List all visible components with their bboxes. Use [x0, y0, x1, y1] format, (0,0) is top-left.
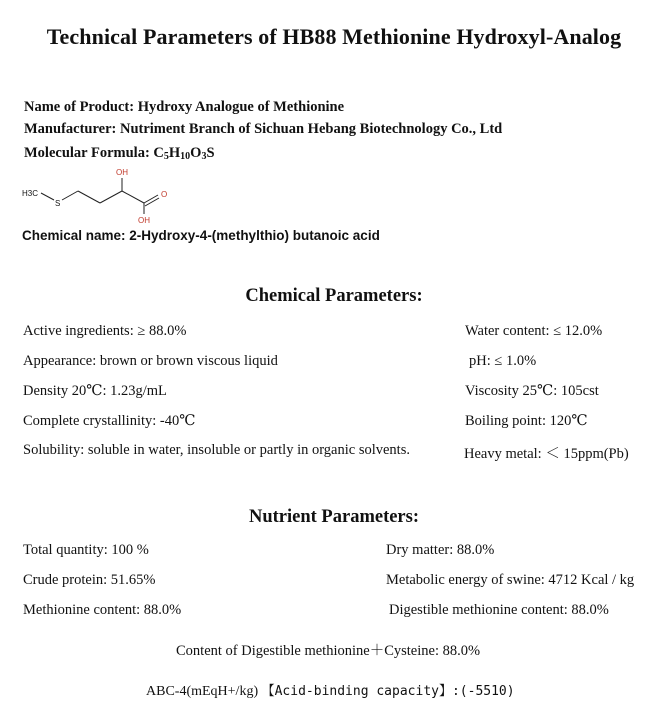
nutrient-right-dry-matter: Dry matter: 88.0% — [386, 542, 495, 558]
formula-element-s: S — [206, 145, 215, 161]
hydroxyl-bottom-label: OH — [138, 216, 150, 225]
chem-param-left-density: Density 20℃: 1.23g/mL — [23, 383, 167, 399]
methyl-label: H3C — [22, 189, 39, 198]
chem-param-left-crystallinity: Complete crystallinity: -40℃ — [23, 413, 196, 429]
chem-param-left-appearance: Appearance: brown or brown viscous liquid — [23, 353, 278, 369]
chem-param-left-solubility: Solubility: soluble in water, insoluble or partly in organic solvents. — [23, 442, 410, 458]
formula-element-c: C — [153, 145, 164, 161]
hydroxyl-top-label: OH — [116, 168, 128, 177]
formula-count-c: 5 — [163, 151, 169, 162]
formula-element-h: H — [168, 145, 181, 161]
svg-text:H3C — [22, 189, 38, 198]
page-title: Technical Parameters of HB88 Methionine Hydroxyl-Analog — [46, 24, 622, 49]
chemical-name: Chemical name: 2-Hydroxy-4-(methylthio) butanoic acid — [22, 228, 380, 243]
carbonyl-oxygen-label: O — [161, 190, 168, 199]
nutrient-left-methionine: Methionine content: 88.0% — [23, 602, 182, 618]
sulfur-label: S — [55, 199, 61, 208]
chem-param-left-active: Active ingredients: ≥ 88.0% — [23, 323, 187, 339]
formula-count-o: 3 — [201, 151, 207, 162]
chemical-parameters-heading: Chemical Parameters: — [245, 286, 423, 306]
abc-suffix: 【Acid-binding capacity】:(-5510) — [261, 684, 515, 699]
formula-element-o: O — [190, 145, 202, 161]
formula-label: Molecular Formula: — [24, 145, 154, 161]
product-name: Name of Product: Hydroxy Analogue of Methionine — [24, 99, 345, 115]
nutrient-right-digestible-methionine: Digestible methionine content: 88.0% — [389, 602, 609, 618]
manufacturer: Manufacturer: Nutriment Branch of Sichuan Hebang Biotechnology Co., Ltd — [24, 121, 503, 137]
chem-param-right-heavy-metal: Heavy metal: ＜ 15ppm(Pb) — [464, 446, 629, 462]
nutrient-parameters-heading: Nutrient Parameters: — [248, 507, 420, 527]
chem-param-right-viscosity: Viscosity 25℃: 105cst — [465, 383, 599, 399]
molecular-formula — [24, 145, 215, 162]
nutrient-left-total: Total quantity: 100 % — [23, 542, 149, 558]
formula-count-h: 10 — [180, 151, 191, 162]
nutrient-left-protein: Crude protein: 51.65% — [23, 572, 156, 588]
chem-param-right-water: Water content: ≤ 12.0% — [465, 323, 603, 339]
nutrient-right-metabolic-energy: Metabolic energy of swine: 4712 Kcal / kg — [386, 572, 635, 588]
chem-param-right-boiling: Boiling point: 120℃ — [465, 413, 588, 429]
abc-prefix: ABC-4(mEqH+/kg) — [146, 684, 262, 699]
nutrient-combined: Content of Digestible methionine＋Cysteine: 88.0% — [176, 643, 481, 659]
chem-param-right-ph: pH: ≤ 1.0% — [469, 353, 537, 369]
acid-binding-capacity — [146, 680, 515, 700]
structural-formula — [22, 165, 182, 225]
